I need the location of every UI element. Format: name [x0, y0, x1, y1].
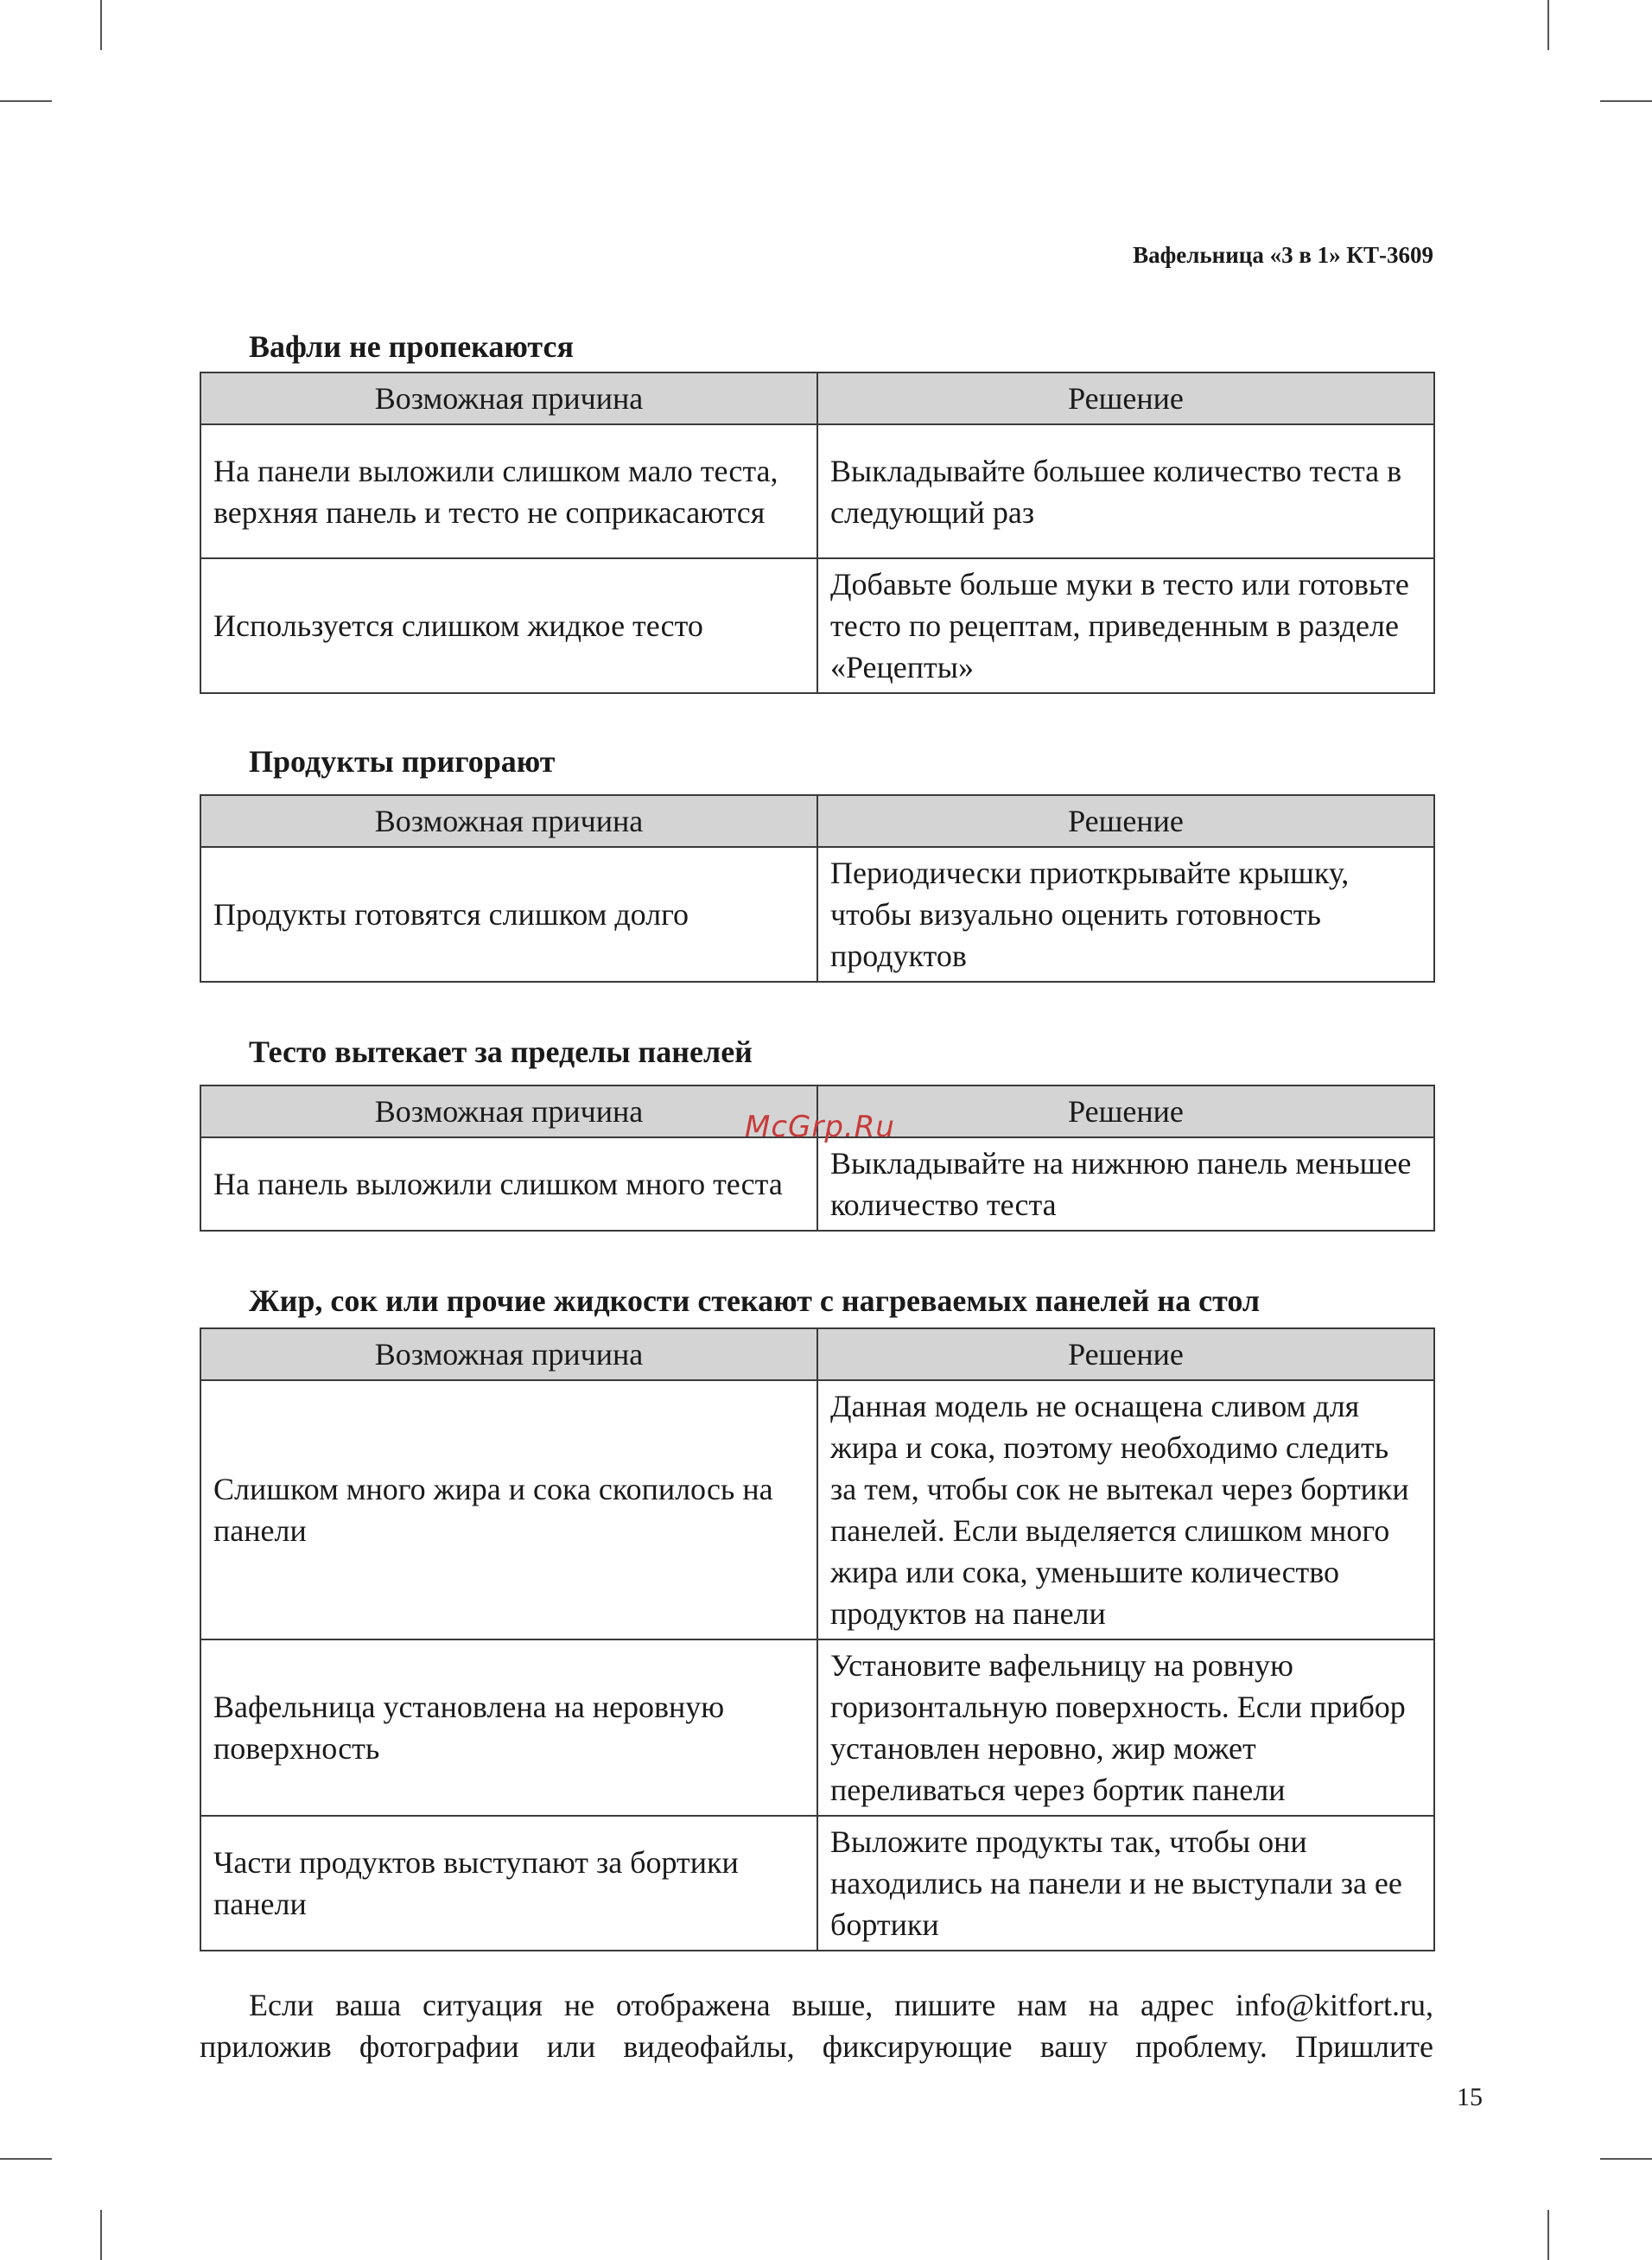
section-title-liquids-drip: Жир, сок или прочие жидкости стекают с нагреваемых панелей на стол [249, 1283, 1261, 1318]
table-row [200, 1639, 1434, 1816]
troubleshooting-table-waffles-not-baked [200, 372, 1435, 694]
section-title-batter-leaks: Тесто вытекает за пределы панелей [249, 1035, 753, 1069]
solution-cell: Добавьте больше муки в тесто или готовьте тесто по рецептам, приведенным в разделе «Рецепты» [817, 558, 1434, 693]
table-row [200, 558, 1434, 693]
crop-mark [1600, 2158, 1652, 2160]
troubleshooting-table-products-burn [200, 794, 1435, 983]
column-header-cause: Возможная причина [200, 795, 817, 847]
cause-cell: Слишком много жира и сока скопилось на панели [200, 1380, 817, 1639]
section-title-waffles-not-baked: Вафли не пропекаются [249, 329, 574, 364]
crop-mark [1600, 100, 1652, 102]
crop-mark [0, 2158, 52, 2160]
solution-cell: Установите вафельницу на ровную горизонтальную поверхность. Если прибор установлен неровно, жир может переливаться через бортик панели [817, 1639, 1434, 1816]
cause-cell: Используется слишком жидкое тесто [200, 558, 817, 693]
troubleshooting-table-liquids-drip [200, 1327, 1435, 1951]
table-header-row [200, 795, 1434, 847]
solution-cell: Выложите продукты так, чтобы они находились на панели и не выступали за ее бортики [817, 1816, 1434, 1951]
column-header-solution: Решение [817, 372, 1434, 424]
table-header-row [200, 1328, 1434, 1380]
closing-line-1: Если ваша ситуация не отображена выше, пишите нам на адрес info@kitfort.ru, [249, 1988, 1433, 2022]
cause-cell: Продукты готовятся слишком долго [200, 847, 817, 982]
solution-cell: Данная модель не оснащена сливом для жира и сока, поэтому необходимо следить за тем, чтобы сок не вытекал через бортики панелей. Если выделяется слишком много жира или сока, уменьшите количество продуктов на панели [817, 1380, 1434, 1639]
crop-mark [0, 100, 52, 102]
crop-mark [1547, 0, 1549, 50]
column-header-solution: Решение [817, 1328, 1434, 1380]
table-row [200, 1816, 1434, 1951]
column-header-solution: Решение [817, 795, 1434, 847]
page-number: 15 [1457, 2083, 1483, 2111]
watermark: McGrp.Ru [745, 1110, 895, 1144]
crop-mark [100, 0, 102, 50]
cause-cell: На панели выложили слишком мало теста, верхняя панель и тесто не соприкасаются [200, 424, 817, 558]
table-row [200, 424, 1434, 558]
table-row [200, 1137, 1434, 1231]
column-header-cause: Возможная причина [200, 1328, 817, 1380]
cause-cell: Вафельница установлена на неровную поверхность [200, 1639, 817, 1816]
column-header-solution: Решение [817, 1085, 1434, 1137]
table-header-row [200, 372, 1434, 424]
closing-paragraph [200, 1984, 1433, 2067]
solution-cell: Выкладывайте на нижнюю панель меньшее количество теста [817, 1137, 1434, 1231]
cause-cell: Части продуктов выступают за бортики панели [200, 1816, 817, 1951]
column-header-cause: Возможная причина [200, 1085, 817, 1137]
column-header-cause: Возможная причина [200, 372, 817, 424]
section-title-products-burn: Продукты пригорают [249, 744, 556, 779]
running-header: Вафельница «3 в 1» КТ-3609 [1133, 242, 1433, 268]
table-row [200, 1380, 1434, 1639]
troubleshooting-table-batter-leaks [200, 1085, 1435, 1232]
solution-cell: Периодически приоткрывайте крышку, чтобы визуально оценить готовность продуктов [817, 847, 1434, 982]
crop-mark [1547, 2210, 1549, 2260]
closing-line-2: приложив фотографии или видеофайлы, фиксирующие вашу проблему. Пришлите [200, 2029, 1433, 2064]
solution-cell: Выкладывайте большее количество теста в следующий раз [817, 424, 1434, 558]
table-row [200, 847, 1434, 982]
cause-cell: На панель выложили слишком много теста [200, 1137, 817, 1231]
crop-mark [100, 2210, 102, 2260]
